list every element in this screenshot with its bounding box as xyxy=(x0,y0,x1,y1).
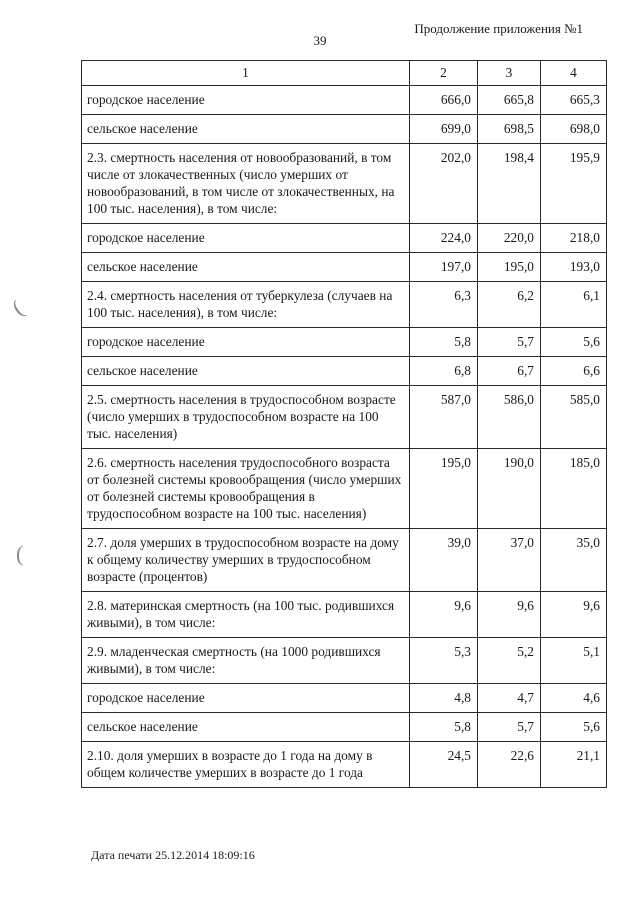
table-row xyxy=(82,449,607,529)
page-number: 39 xyxy=(313,33,327,48)
value-cell: 587,0 xyxy=(410,386,478,449)
table-header-row xyxy=(82,61,607,86)
row-label: 2.9. младенческая смертность (на 1000 родившихся живыми), в том числе: xyxy=(82,638,410,684)
binding-hole-mark: ( xyxy=(16,541,24,566)
table-row xyxy=(82,144,607,224)
value-cell: 665,8 xyxy=(478,86,541,115)
value-cell: 6,6 xyxy=(541,357,607,386)
value-cell: 6,7 xyxy=(478,357,541,386)
value-cell: 585,0 xyxy=(541,386,607,449)
value-cell: 5,7 xyxy=(478,328,541,357)
binding-hole-mark: ( xyxy=(7,295,28,320)
value-cell: 5,3 xyxy=(410,638,478,684)
table-row xyxy=(82,742,607,788)
row-label: 2.6. смертность населения трудоспособного возраста от болезней системы кровообращения (число умерших от болезней системы кровообращения в трудоспособном возрасте на 100 тыс. населения) xyxy=(82,449,410,529)
column-header: 2 xyxy=(410,61,478,86)
appendix-note: Продолжение приложения №1 xyxy=(414,21,583,36)
value-cell: 195,9 xyxy=(541,144,607,224)
value-cell: 666,0 xyxy=(410,86,478,115)
row-label: 2.10. доля умерших в возрасте до 1 года на дому в общем количестве умерших в возрасте до 1 года xyxy=(82,742,410,788)
value-cell: 698,5 xyxy=(478,115,541,144)
value-cell: 220,0 xyxy=(478,224,541,253)
column-header: 4 xyxy=(541,61,607,86)
indicators-table xyxy=(81,60,607,788)
table-row xyxy=(82,713,607,742)
value-cell: 6,3 xyxy=(410,282,478,328)
value-cell: 9,6 xyxy=(478,592,541,638)
table-row xyxy=(82,115,607,144)
value-cell: 9,6 xyxy=(410,592,478,638)
value-cell: 5,6 xyxy=(541,328,607,357)
value-cell: 665,3 xyxy=(541,86,607,115)
row-label: 2.7. доля умерших в трудоспособном возрасте на дому к общему количеству умерших в трудоспособном возрасте (процентов) xyxy=(82,529,410,592)
value-cell: 586,0 xyxy=(478,386,541,449)
table-row xyxy=(82,592,607,638)
table-row xyxy=(82,253,607,282)
value-cell: 6,1 xyxy=(541,282,607,328)
table-row xyxy=(82,684,607,713)
value-cell: 21,1 xyxy=(541,742,607,788)
row-label: 2.4. смертность населения от туберкулеза (случаев на 100 тыс. населения), в том числе: xyxy=(82,282,410,328)
table-row xyxy=(82,386,607,449)
table-row xyxy=(82,282,607,328)
print-date: Дата печати 25.12.2014 18:09:16 xyxy=(91,848,255,862)
table-row xyxy=(82,357,607,386)
value-cell: 195,0 xyxy=(410,449,478,529)
row-label: городское население xyxy=(82,86,410,115)
value-cell: 39,0 xyxy=(410,529,478,592)
value-cell: 185,0 xyxy=(541,449,607,529)
value-cell: 5,1 xyxy=(541,638,607,684)
value-cell: 9,6 xyxy=(541,592,607,638)
table-row xyxy=(82,224,607,253)
value-cell: 5,8 xyxy=(410,713,478,742)
value-cell: 5,8 xyxy=(410,328,478,357)
value-cell: 197,0 xyxy=(410,253,478,282)
row-label: сельское население xyxy=(82,115,410,144)
value-cell: 193,0 xyxy=(541,253,607,282)
row-label: 2.3. смертность населения от новообразований, в том числе от злокачественных (число умерших от новообразований, в том числе от злокачественных, на 100 тыс. населения), в том числе: xyxy=(82,144,410,224)
value-cell: 224,0 xyxy=(410,224,478,253)
value-cell: 22,6 xyxy=(478,742,541,788)
value-cell: 198,4 xyxy=(478,144,541,224)
column-header: 1 xyxy=(82,61,410,86)
value-cell: 4,6 xyxy=(541,684,607,713)
row-label: городское население xyxy=(82,328,410,357)
value-cell: 4,8 xyxy=(410,684,478,713)
value-cell: 5,2 xyxy=(478,638,541,684)
value-cell: 698,0 xyxy=(541,115,607,144)
table-row xyxy=(82,638,607,684)
value-cell: 4,7 xyxy=(478,684,541,713)
value-cell: 5,7 xyxy=(478,713,541,742)
row-label: 2.5. смертность населения в трудоспособном возрасте (число умерших в трудоспособном возрасте на 100 тыс. населения) xyxy=(82,386,410,449)
column-header: 3 xyxy=(478,61,541,86)
value-cell: 35,0 xyxy=(541,529,607,592)
row-label: городское население xyxy=(82,224,410,253)
value-cell: 202,0 xyxy=(410,144,478,224)
value-cell: 5,6 xyxy=(541,713,607,742)
row-label: сельское население xyxy=(82,713,410,742)
value-cell: 218,0 xyxy=(541,224,607,253)
value-cell: 6,2 xyxy=(478,282,541,328)
value-cell: 195,0 xyxy=(478,253,541,282)
value-cell: 6,8 xyxy=(410,357,478,386)
value-cell: 190,0 xyxy=(478,449,541,529)
row-label: 2.8. материнская смертность (на 100 тыс. родившихся живыми), в том числе: xyxy=(82,592,410,638)
value-cell: 24,5 xyxy=(410,742,478,788)
row-label: сельское население xyxy=(82,357,410,386)
row-label: городское население xyxy=(82,684,410,713)
table-row xyxy=(82,328,607,357)
value-cell: 699,0 xyxy=(410,115,478,144)
row-label: сельское население xyxy=(82,253,410,282)
table-row xyxy=(82,86,607,115)
table-row xyxy=(82,529,607,592)
value-cell: 37,0 xyxy=(478,529,541,592)
